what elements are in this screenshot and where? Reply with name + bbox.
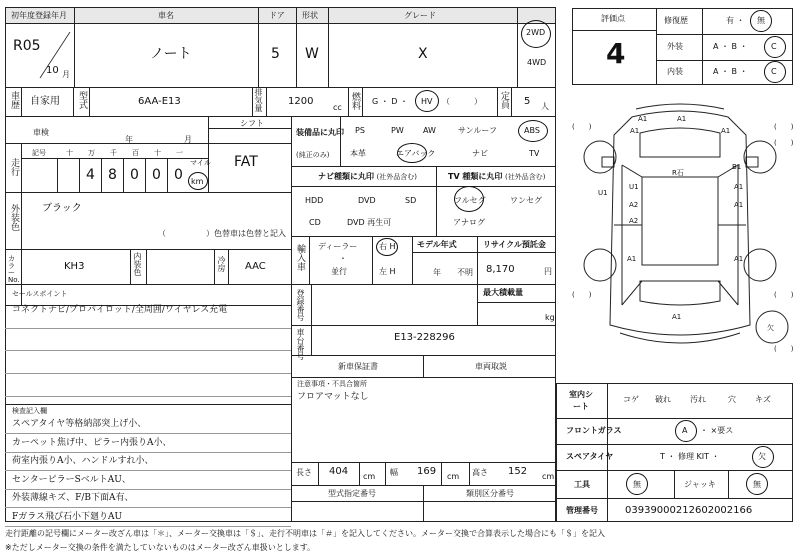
bracket-3: ( ) <box>774 139 794 147</box>
year-value: R05 <box>13 38 41 54</box>
shape-label: 形状 <box>302 11 318 20</box>
car-rear-window <box>640 281 720 305</box>
exterior-color-label: 外装色 <box>9 204 19 231</box>
inspection-year: 年 <box>125 135 133 144</box>
spare-tire-selected: 欠 <box>758 452 766 461</box>
chassis-value: E13-228296 <box>394 332 455 343</box>
score-label: 評価点 <box>601 14 625 23</box>
footer-line1: 走行距離の記号欄にメーター改ざん車は「＊」、メーター交換車は「＄」、走行不明車は「＃」を記入してください。メーター交換で合算表示した場合にも「＄」を記入 <box>5 529 605 538</box>
mileage-digit-label: 百 <box>132 149 139 157</box>
ac-label: 冷房 <box>217 256 226 272</box>
equip-leather: 本革 <box>350 149 366 158</box>
windshield-label: フロントガラス <box>566 426 622 435</box>
color-no-value: KH3 <box>64 261 85 272</box>
mileage-digit-label: 十 <box>154 149 161 157</box>
inspector-line: スペアタイヤ等格納部突上げ小、 <box>12 419 147 429</box>
interior-grade-abc: A ・ B ・ <box>713 67 748 76</box>
category-value: 自家用 <box>30 96 60 107</box>
mark-a1-9: A1 <box>672 313 682 321</box>
equip-pw: PW <box>391 126 404 135</box>
interior-grade-c: C <box>771 67 777 76</box>
model-designation-label: 型式指定番号 <box>328 489 376 498</box>
exterior-grade-label: 外装 <box>667 42 683 51</box>
month-unit: 月 <box>62 70 70 79</box>
year-label: 初年度登録年月 <box>11 11 67 20</box>
registration-label: 登録番号 <box>296 289 305 321</box>
fuel-paren: （ ） <box>442 97 482 106</box>
tv-analog: アナログ <box>453 218 485 227</box>
car-mirror-left <box>602 157 614 167</box>
width-unit: cm <box>447 472 460 481</box>
car-roof <box>642 177 718 265</box>
displacement-unit: cc <box>333 103 342 112</box>
seat-burn: コゲ <box>623 395 639 404</box>
mileage-digit-label: 一 <box>176 149 183 157</box>
tv-fullseg: フルセグ <box>454 196 486 205</box>
defect-mark: 欠 <box>767 324 774 332</box>
doors-value: 5 <box>271 46 280 62</box>
length-label: 長さ <box>296 468 312 477</box>
equip-aw: AW <box>423 126 436 135</box>
shape-value: W <box>305 46 319 62</box>
displacement-label: 排気量 <box>254 88 263 112</box>
capacity-unit: 人 <box>541 102 549 111</box>
grade-value: X <box>418 46 428 62</box>
mileage-digit-label: 万 <box>88 149 95 157</box>
displacement-value: 1200 <box>288 96 314 107</box>
model-year-unknown: 不明 <box>457 268 473 277</box>
mark-a1-2: A1 <box>677 115 687 123</box>
seat-stain: 汚れ <box>690 395 706 404</box>
width-label: 幅 <box>390 468 398 477</box>
capacity-value: 5 <box>524 96 531 107</box>
mileage-unit: km <box>191 177 204 186</box>
mark-b1: B1 <box>732 163 742 171</box>
mark-a2-1: A2 <box>629 201 639 209</box>
recycle-unit: 円 <box>544 267 552 276</box>
car-front-windshield <box>640 128 720 157</box>
footer-line2: ※ただしメーター交換の条件を満たしていないものはメーター改ざん車扱いとします。 <box>5 543 316 552</box>
tv-label: TV 種類に丸印 (社外品含む) <box>448 172 546 181</box>
color-no-label: カラーNo. <box>8 255 20 284</box>
equip-navi: ナビ <box>472 149 488 158</box>
mileage-digit-label: 千 <box>110 149 117 157</box>
windshield-rest: ・ ×要ス <box>700 426 734 435</box>
inspector-line: カーペット焦げ中、ピラー内張りA小、 <box>12 437 172 448</box>
equipment-label: 装備品に丸印 <box>296 128 344 137</box>
import-left-h: 左 H <box>379 267 396 276</box>
navi-dvd: DVD <box>358 196 376 205</box>
spare-tire-options: T ・ 修理 KIT ・ <box>660 452 720 461</box>
import-dot: ・ <box>339 254 347 263</box>
mileage-record-label: 記号 <box>32 149 46 157</box>
capacity-label: 定員 <box>499 91 509 109</box>
sales-point-value: コネクトナビ/プロパイロット/全周囲/ワイヤレス充電 <box>12 305 228 315</box>
type-label: 型式 <box>77 91 87 109</box>
spare-tire-label: スペアタイヤ <box>566 452 614 461</box>
model-label: 車名 <box>158 11 174 20</box>
navi-hdd: HDD <box>305 196 324 205</box>
equip-airbag: エアバック <box>396 149 436 158</box>
car-mirror-right <box>746 157 758 167</box>
interior-color-label: 内装色 <box>133 252 142 276</box>
inspector-line: 外装薄線キズ、F/B下面A有、 <box>12 493 134 503</box>
seat-hole: 穴 <box>728 395 736 404</box>
inspector-label: 検査記入欄 <box>12 407 47 415</box>
tools-label: 工具 <box>574 480 590 489</box>
grade-label: グレード <box>404 11 436 20</box>
recycle-label: リサイクル預託金 <box>483 240 546 249</box>
ac-value: AAC <box>245 261 266 272</box>
mileage-label: 走行 <box>9 158 19 176</box>
mark-a1-1: A1 <box>638 115 648 123</box>
import-label: 輸入車 <box>295 244 305 271</box>
navi-dvd-play: DVD 再生可 <box>347 218 392 227</box>
mileage-unit-label: マイル <box>190 159 211 167</box>
equip-tv: TV <box>529 149 540 158</box>
management-label: 管理番号 <box>566 506 598 515</box>
warranty-manual: 車両取説 <box>475 362 507 371</box>
month-value: 10 <box>46 65 59 76</box>
jack-value: 無 <box>753 480 761 489</box>
mileage-digit-label: 十 <box>66 149 73 157</box>
inspection-label: 車検 <box>33 128 49 137</box>
bracket-4: ( ) <box>572 291 592 299</box>
mark-a1-7: A1 <box>627 255 637 263</box>
drive-4wd: 4WD <box>527 58 547 67</box>
interior-seat-label: 室内シート <box>569 390 593 411</box>
mileage-digit: 4 <box>86 167 95 183</box>
fuel-options: G ・ D ・ <box>372 97 408 106</box>
recycle-value: 8,170 <box>486 264 515 275</box>
inspection-month: 月 <box>184 135 192 144</box>
model-year-label: モデル年式 <box>417 240 457 249</box>
repair-label: 修復歴 <box>664 16 688 25</box>
length-unit: cm <box>363 472 376 481</box>
chassis-label: 車台番号 <box>296 328 305 360</box>
management-value: 03939000212602002166 <box>625 505 753 516</box>
exterior-color-note: （ ）色替車は色替と記入 <box>158 229 286 238</box>
exterior-grade-c: C <box>771 42 777 51</box>
navi-sd: SD <box>405 196 417 205</box>
width-value: 169 <box>417 466 437 477</box>
class-label: 類別区分番号 <box>466 489 514 498</box>
mileage-digit: 8 <box>108 167 117 183</box>
navi-cd: CD <box>309 218 321 227</box>
max-load-label: 最大積載量 <box>483 288 523 297</box>
seat-tear: 破れ <box>655 395 671 404</box>
mark-a1-6: A1 <box>734 201 744 209</box>
inspector-line: 荷室内張りA小、ハンドルすれ小、 <box>12 456 154 466</box>
repair-no: 無 <box>757 16 765 25</box>
equip-sunroof: サンルーフ <box>458 126 497 135</box>
mark-u1-2: U1 <box>629 183 639 191</box>
car-diagram <box>560 95 800 375</box>
car-bumper-front <box>636 104 724 109</box>
import-dealer: ディーラー <box>318 242 358 251</box>
drive-2wd: 2WD <box>526 28 546 37</box>
notes-label: 注意事項・不具合箇所 <box>297 380 367 388</box>
seat-scratch: キズ <box>755 395 771 404</box>
equipment-sub-label: (純正のみ) <box>296 151 330 159</box>
bracket-5: ( ) <box>774 291 794 299</box>
mileage-digit: 0 <box>152 167 161 183</box>
exterior-color-value: ブラック <box>42 203 82 214</box>
equip-ps: PS <box>355 126 365 135</box>
score-value: 4 <box>606 37 626 70</box>
notes-value: フロアマットなし <box>297 392 369 402</box>
jack-label: ジャッキ <box>684 480 716 489</box>
bracket-1: ( ) <box>572 123 592 131</box>
inspector-line: センターピラーSベルトAU、 <box>12 474 131 485</box>
mark-a1-8: A1 <box>734 255 744 263</box>
navi-label: ナビ種類に丸印 (社外品含む) <box>318 172 418 181</box>
import-parallel: 並行 <box>331 267 347 276</box>
mileage-digit: 0 <box>174 167 183 183</box>
bracket-2: ( ) <box>774 123 794 131</box>
equip-abs: ABS <box>524 126 540 135</box>
length-value: 404 <box>329 466 349 477</box>
model-value: ノート <box>150 46 192 62</box>
height-label: 高さ <box>472 468 488 477</box>
max-load-unit: kg <box>545 313 555 322</box>
mark-a1-5: A1 <box>734 183 744 191</box>
shift-label: シフト <box>240 119 264 128</box>
fuel-label: 燃料 <box>350 92 360 110</box>
tools-value: 無 <box>633 480 641 489</box>
category-label: 車歴 <box>9 91 19 109</box>
model-year-unit: 年 <box>433 268 441 277</box>
inspector-line: Fガラス飛び石小下廻りAU <box>12 511 123 522</box>
doors-label: ドア <box>269 11 285 20</box>
mark-a1-4: A1 <box>721 127 731 135</box>
height-unit: cm <box>542 472 555 481</box>
interior-grade-label: 内装 <box>667 67 683 76</box>
import-right-h: 右 H <box>379 242 396 251</box>
mark-a2-2: A2 <box>629 217 639 225</box>
tv-oneseg: ワンセグ <box>510 196 542 205</box>
mileage-digit: 0 <box>130 167 139 183</box>
fuel-selected: HV <box>421 97 433 106</box>
windshield-selected: A <box>682 426 688 435</box>
warranty-new-car: 新車保証書 <box>338 362 378 371</box>
bracket-6: ( ) <box>774 345 794 353</box>
height-value: 152 <box>508 466 528 477</box>
repair-yes: 有 ・ <box>726 16 745 25</box>
mark-r-stone: R石 <box>672 169 684 177</box>
mark-u1-1: U1 <box>598 189 608 197</box>
mark-a1-3: A1 <box>630 127 640 135</box>
sales-point-label: セールスポイント <box>12 290 68 298</box>
type-value: 6AA-E13 <box>138 96 181 107</box>
shift-value: FAT <box>234 154 258 170</box>
exterior-grade-abc: A ・ B ・ <box>713 42 748 51</box>
